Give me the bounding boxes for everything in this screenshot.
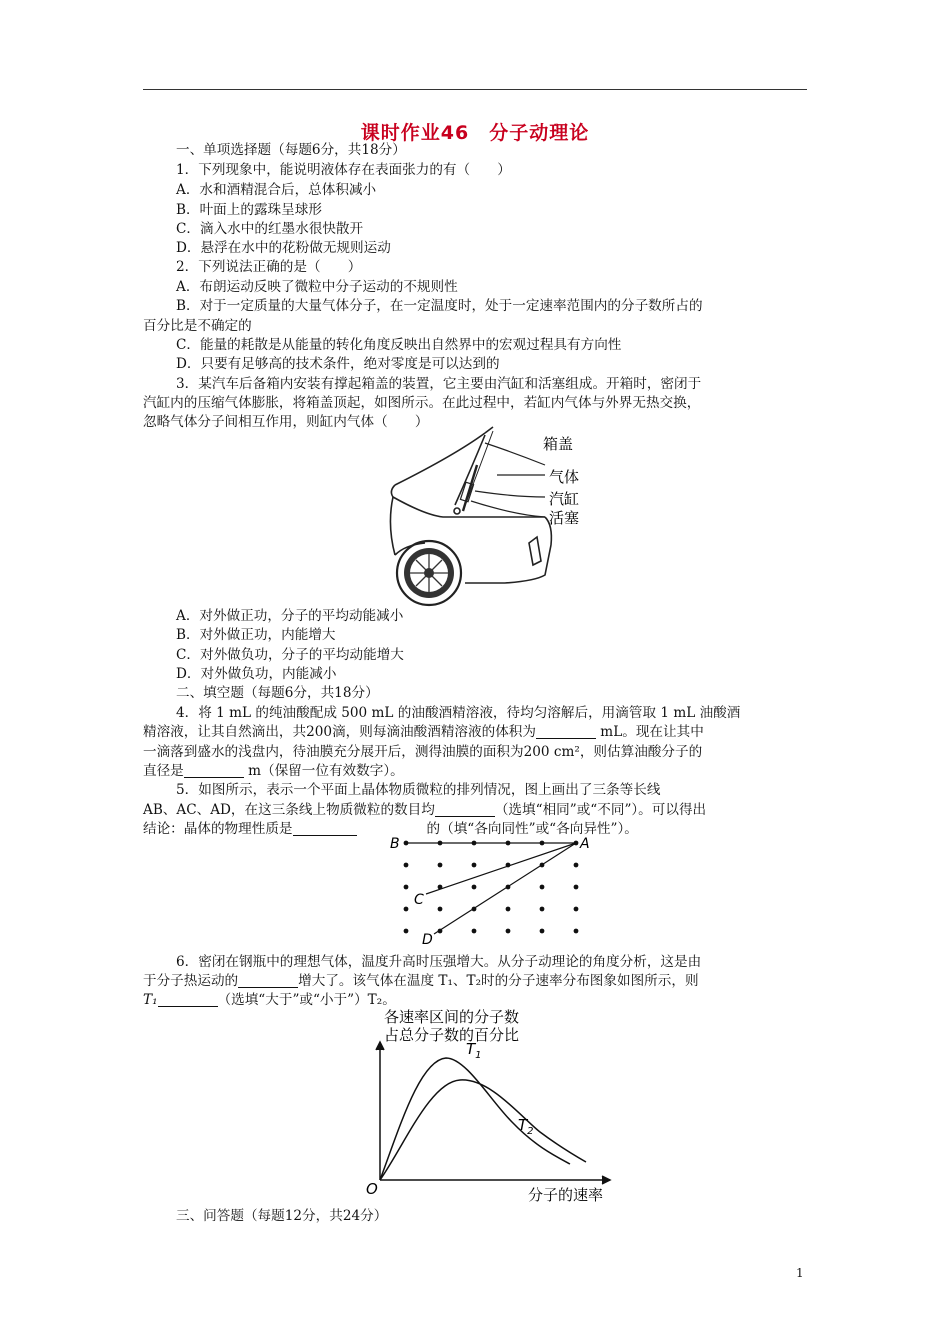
question-5-continued: AB、AC、AD，在这三条线上物质微粒的数目均 （选填“相同”或“不同”）。可以得出 — [143, 802, 707, 818]
label-A: A — [580, 836, 590, 852]
lattice-particle — [472, 929, 477, 934]
label-D: D — [422, 932, 433, 946]
question-3-continued: 忽略气体分子间相互作用，则缸内气体（ ） — [143, 414, 429, 430]
section-heading: 三、问答题（每题12分，共24分） — [176, 1208, 388, 1224]
question-4-continued: 精溶液，让其自然滴出，共200滴，则每滴油酸酒精溶液的体积为 mL。现在让其中 — [143, 724, 704, 740]
answer-blank[interactable] — [536, 724, 596, 739]
x-axis-label: 分子的速率 — [528, 1186, 604, 1204]
lattice-particle — [574, 885, 579, 890]
speed-distribution-figure — [360, 1006, 630, 1208]
answer-blank[interactable] — [238, 973, 298, 988]
question-4-continued: 直径是 m（保留一位有效数字）。 — [143, 763, 404, 779]
label-gas: 气体 — [549, 468, 580, 486]
y-axis-label-line1: 各速率区间的分子数 — [384, 1008, 520, 1026]
answer-blank[interactable] — [158, 992, 218, 1007]
y-axis-label-line2: 占总分子数的百分比 — [384, 1026, 520, 1044]
question-6-continued: T₁ （选填“大于”或“小于”）T₂。 — [143, 992, 396, 1008]
curve-T2 — [380, 1080, 586, 1180]
lattice-particle — [540, 885, 545, 890]
option: D．悬浮在水中的花粉做无规则运动 — [176, 240, 391, 256]
option: C．滴入水中的红墨水很快散开 — [176, 221, 364, 237]
option: C．对外做负功，分子的平均动能增大 — [176, 647, 404, 663]
option: D．只要有足够高的技术条件，绝对零度是可以达到的 — [176, 356, 500, 372]
question-4: 4．将 1 mL 的纯油酸配成 500 mL 的油酸酒精溶液，待均匀溶解后，用滴管取 1 mL 油酸酒 — [176, 705, 741, 721]
option: A．布朗运动反映了微粒中分子运动的不规则性 — [176, 279, 458, 295]
crystal-lattice-figure — [388, 834, 598, 946]
label-trunk-lid: 箱盖 — [543, 435, 574, 453]
question-2: 2．下列说法正确的是（ ） — [176, 259, 362, 275]
question-3-continued: 汽缸内的压缩气体膨胀，将箱盖顶起，如图所示。在此过程中，若缸内气体与外界无热交换， — [143, 395, 701, 411]
page-number: 1 — [796, 1266, 804, 1280]
option: C．能量的耗散是从能量的转化角度反映出自然界中的宏观过程具有方向性 — [176, 337, 622, 353]
question-3: 3．某汽车后备箱内安装有撑起箱盖的装置，它主要由汽缸和活塞组成。开箱时，密闭于 — [176, 376, 702, 392]
curve-T1 — [380, 1058, 570, 1180]
question-6-continued: 于分子热运动的 增大了。该气体在温度 T₁、T₂时的分子速率分布图象如图所示，则 — [143, 973, 699, 989]
option: B．对于一定质量的大量气体分子，在一定温度时，处于一定速率范围内的分子数所占的 — [176, 298, 703, 314]
label-B: B — [390, 836, 400, 852]
answer-blank[interactable] — [293, 821, 357, 836]
lattice-particle — [574, 929, 579, 934]
lattice-particle — [574, 907, 579, 912]
lattice-particle — [506, 907, 511, 912]
question-5: 5．如图所示，表示一个平面上晶体物质微粒的排列情况，图上画出了三条等长线 — [176, 782, 661, 798]
label-T2: $T_2$ — [518, 1116, 534, 1137]
section-heading: 二、填空题（每题6分，共18分） — [176, 685, 379, 701]
header-rule — [143, 89, 807, 90]
lattice-particle — [472, 885, 477, 890]
label-T1: $T_1$ — [466, 1040, 482, 1061]
option-continued: 百分比是不确定的 — [143, 318, 252, 334]
question-6: 6．密闭在钢瓶中的理想气体，温度升高时压强增大。从分子动理论的角度分析，这是由 — [176, 954, 702, 970]
option: A．对外做正功，分子的平均动能减小 — [176, 608, 404, 624]
lattice-particle — [404, 863, 409, 868]
question-4-continued: 一滴落到盛水的浅盘内，待油膜充分展开后，测得油膜的面积为200 cm²，则估算油酸分子的 — [143, 744, 703, 760]
option: A．水和酒精混合后，总体积减小 — [176, 182, 377, 198]
question-1: 1．下列现象中，能说明液体存在表面张力的有（ ） — [176, 162, 511, 178]
answer-blank[interactable] — [435, 802, 495, 817]
section-heading: 一、单项选择题（每题6分，共18分） — [176, 142, 406, 158]
origin-label: O — [366, 1180, 378, 1198]
lattice-particle — [540, 907, 545, 912]
answer-blank[interactable] — [184, 763, 244, 778]
car-trunk-figure — [385, 425, 625, 607]
lattice-particle — [506, 929, 511, 934]
lattice-particle — [404, 907, 409, 912]
page-title: 课时作业46 分子动理论 — [360, 122, 590, 144]
lattice-particle — [438, 907, 443, 912]
label-cylinder: 汽缸 — [549, 490, 580, 508]
option: D．对外做负功，内能减小 — [176, 666, 337, 682]
label-C: C — [414, 892, 424, 908]
label-piston: 活塞 — [549, 509, 580, 527]
lattice-particle — [540, 929, 545, 934]
lattice-particle — [438, 863, 443, 868]
lattice-particle — [574, 863, 579, 868]
lattice-particle — [404, 885, 409, 890]
lattice-particle — [472, 863, 477, 868]
option: B．对外做正功，内能增大 — [176, 627, 336, 643]
option: B．叶面上的露珠呈球形 — [176, 202, 322, 218]
lattice-particle — [404, 929, 409, 934]
question-5-continued: 结论：晶体的物理性质是 的（填“各向同性”或“各向异性”）。 — [143, 821, 638, 837]
